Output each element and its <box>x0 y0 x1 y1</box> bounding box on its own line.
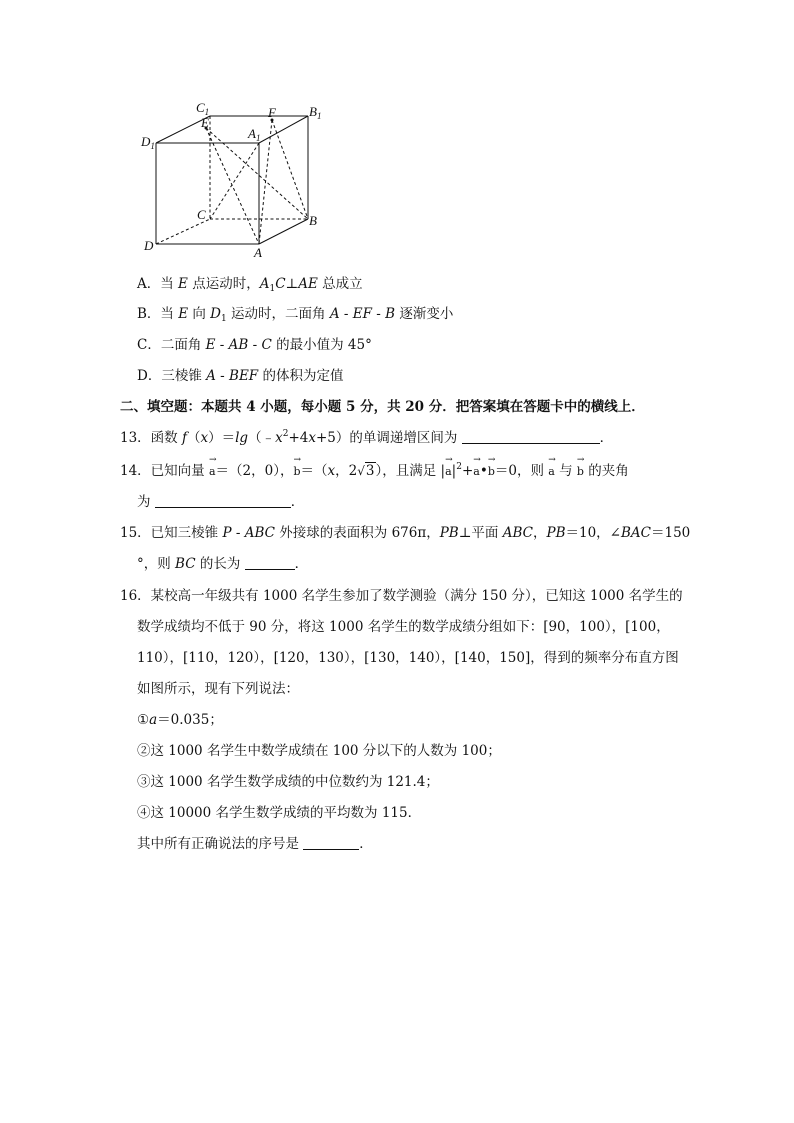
label-b1: $B_1$ <box>309 104 322 121</box>
answer-blank-16[interactable] <box>303 837 359 850</box>
question-15: 15．已知三棱锥 P - ABC 外接球的表面积为 676π，PB⊥平面 ABC，PB＝10，∠BAC＝150 <box>120 525 691 541</box>
answer-blank-15[interactable] <box>245 557 295 570</box>
label-f: F <box>268 105 276 120</box>
option-b: B．当 E 向 $D_1$ 运动时，二面角 A - EF - B 逐渐变小 <box>137 306 454 324</box>
label-c1: $C_1$ <box>196 100 210 117</box>
option-c: C．二面角 E - AB - C 的最小值为 45° <box>137 337 372 353</box>
section-2-title: 二、填空题：本题共 4 小题，每小题 5 分，共 20 分．把答案填在答题卡中的横线上． <box>120 399 645 415</box>
label-a: A <box>254 245 262 258</box>
cube-figure <box>138 98 338 258</box>
statement-4: ④这 10000 名学生数学成绩的平均数为 115． <box>137 805 422 821</box>
question-16-line2: 数学成绩均不低于 90 分，将这 1000 名学生的数学成绩分组如下：[90，100），[100， <box>137 619 670 635</box>
label-d1: $D_1$ <box>141 134 155 151</box>
statement-1: ①a＝0.035； <box>137 712 223 728</box>
question-14: 14．已知向量 → a＝（2，0），→ b＝（x，2√3），且满足 |→ $a|^2+\to$ a•→ b＝0，则 → a 与 → b 的夹角 <box>120 459 629 479</box>
question-16-line3: 110），[110，120），[120，130），[130，140），[140，150]，得到的频率分布直方图 <box>137 650 679 666</box>
label-d: D <box>144 238 154 253</box>
question-14-line2: 为 ． <box>137 494 305 510</box>
option-a: A．当 E 点运动时，$A_1C\perp AE$ 总成立 <box>137 276 363 294</box>
statement-3: ③这 1000 名学生数学成绩的中位数约为 121.4； <box>137 774 439 790</box>
label-a1: $A_1$ <box>248 126 261 143</box>
label-b: B <box>309 213 317 228</box>
answer-blank-13[interactable] <box>462 431 600 444</box>
label-c: C <box>197 207 206 222</box>
question-16-prompt: 其中所有正确说法的序号是 ． <box>137 836 373 852</box>
question-15-line2: °，则 BC 的长为 ． <box>137 556 309 572</box>
label-e: E <box>201 115 209 130</box>
question-13: 13．函数 $f(x)=\lg(﹣x^2+4x+5)$的单调递增区间为 ． <box>120 429 614 446</box>
option-d: D．三棱锥 A - BEF 的体积为定值 <box>137 368 344 384</box>
answer-blank-14[interactable] <box>155 495 291 508</box>
question-16-line4: 如图所示，现有下列说法： <box>137 681 299 697</box>
question-16-line1: 16．某校高一年级共有 1000 名学生参加了数学测验（满分 150 分），已知这 1000 名学生的 <box>120 588 683 604</box>
statement-2: ②这 1000 名学生中数学成绩在 100 分以下的人数为 100； <box>137 743 501 759</box>
